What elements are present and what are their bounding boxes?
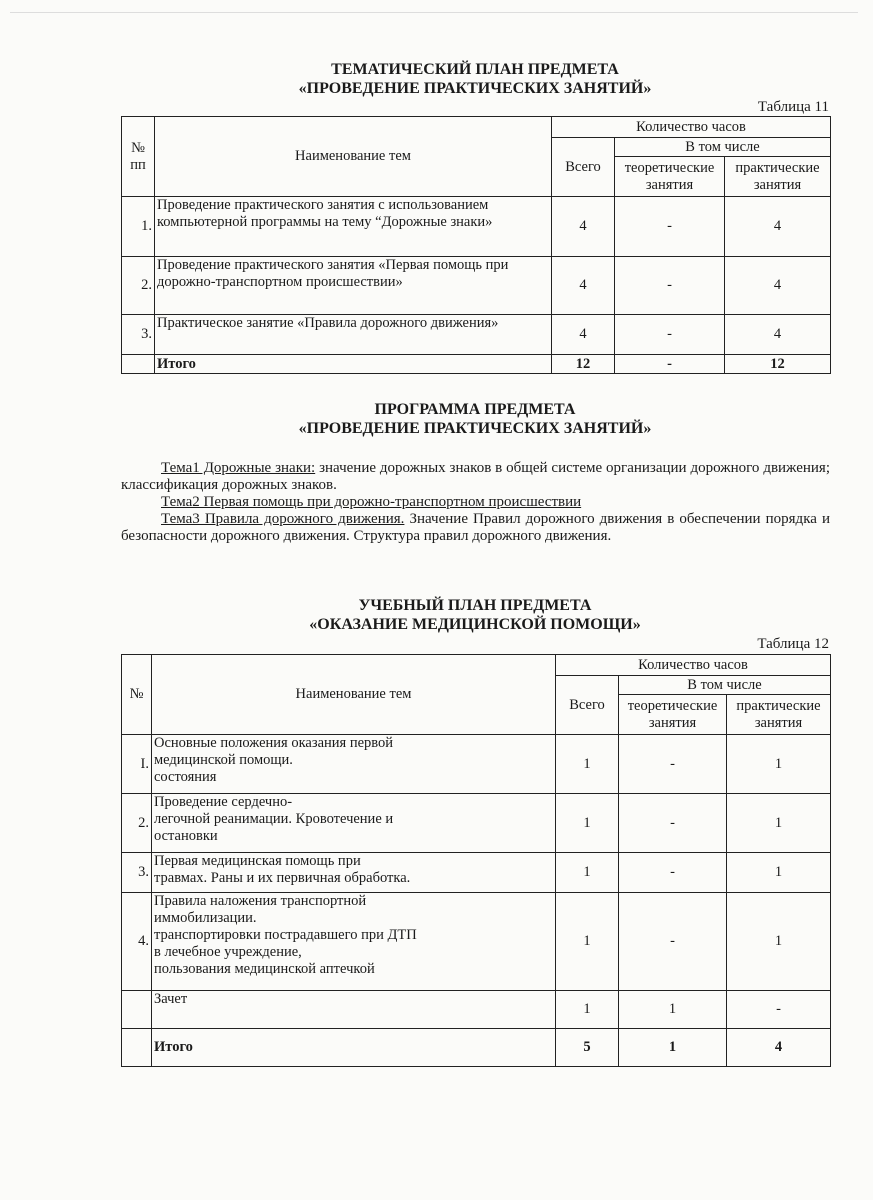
- header-total: Всего: [556, 676, 619, 735]
- header-theory: теоретические занятия: [619, 695, 727, 735]
- row-total: 4: [552, 257, 615, 315]
- row-theory: -: [615, 257, 725, 315]
- table-row: [122, 991, 831, 1029]
- row-name-line: Основные положения оказания первой: [154, 735, 394, 751]
- row-practice: 4: [725, 197, 831, 257]
- row-practice: 1: [727, 735, 831, 794]
- header-name: Наименование тем: [152, 655, 556, 735]
- row-theory: -: [619, 735, 727, 794]
- program-text: [121, 460, 830, 545]
- row-num: 4.: [122, 893, 152, 991]
- row-name-line: состояния: [154, 769, 217, 785]
- row-name-line: пользования медицинской аптечкой: [154, 961, 375, 977]
- row-total: 1: [556, 991, 619, 1029]
- table-row: [122, 315, 831, 355]
- row-num: 2.: [122, 257, 155, 315]
- header-hours: Количество часов: [552, 117, 831, 138]
- row-practice: 1: [727, 853, 831, 893]
- row-total: 1: [556, 794, 619, 853]
- row-name-line: остановки: [154, 828, 218, 844]
- topic3-title: Тема3 Правила дорожного движения.: [161, 511, 405, 527]
- table11-caption: Таблица 11: [757, 99, 829, 115]
- row-theory: 1: [619, 991, 727, 1029]
- row-theory: -: [615, 315, 725, 355]
- topic1-paragraph: [121, 460, 830, 494]
- section3-title: [120, 596, 830, 634]
- header-practice: практические занятия: [725, 157, 831, 197]
- row-num: 3.: [122, 315, 155, 355]
- section2-title-line1: ПРОГРАММА ПРЕДМЕТА: [374, 401, 576, 418]
- header-including: В том числе: [615, 138, 831, 157]
- row-total: 4: [552, 315, 615, 355]
- row-name-line: Проведение сердечно-: [154, 794, 293, 810]
- header-including: В том числе: [619, 676, 831, 695]
- row-num: I.: [122, 735, 152, 794]
- totals-total: 12: [552, 355, 615, 374]
- row-theory: -: [619, 853, 727, 893]
- table-row: [122, 794, 831, 853]
- row-total: 4: [552, 197, 615, 257]
- row-theory: -: [619, 794, 727, 853]
- row-name: [152, 735, 556, 794]
- row-num: 1.: [122, 197, 155, 257]
- row-practice: 1: [727, 893, 831, 991]
- header-num: №: [122, 655, 152, 735]
- row-practice: 1: [727, 794, 831, 853]
- row-theory: -: [615, 197, 725, 257]
- totals-theory: 1: [619, 1029, 727, 1067]
- row-name-line: Первая медицинская помощь при: [154, 853, 361, 869]
- section3-title-line2: «ОКАЗАНИЕ МЕДИЦИНСКОЙ ПОМОЩИ»: [309, 616, 641, 633]
- section2-title-line2: «ПРОВЕДЕНИЕ ПРАКТИЧЕСКИХ ЗАНЯТИЙ»: [298, 420, 652, 437]
- header-hours: Количество часов: [556, 655, 831, 676]
- row-name-line: медицинской помощи.: [154, 752, 293, 768]
- totals-practice: 4: [727, 1029, 831, 1067]
- totals-theory: -: [615, 355, 725, 374]
- row-name-line: легочной реанимации. Кровотечение и: [154, 811, 394, 827]
- totals-row: [122, 1029, 831, 1067]
- row-name: Практическое занятие «Правила дорожного движения»: [155, 315, 552, 355]
- row-theory: -: [619, 893, 727, 991]
- totals-row: [122, 355, 831, 374]
- table12-caption: Таблица 12: [757, 636, 829, 652]
- table-row: [122, 735, 831, 794]
- row-num: [122, 991, 152, 1029]
- scan-edge-line: [10, 12, 858, 13]
- totals-label: Итого: [152, 1029, 556, 1067]
- row-name-line: Зачет: [154, 991, 188, 1007]
- section1-title-line1: ТЕМАТИЧЕСКИЙ ПЛАН ПРЕДМЕТА: [331, 61, 619, 78]
- topic1-title: Тема1 Дорожные знаки:: [161, 460, 316, 476]
- totals-label: Итого: [155, 355, 552, 374]
- header-total: Всего: [552, 138, 615, 197]
- table12: [121, 654, 831, 1067]
- header-num: № пп: [122, 117, 155, 197]
- row-name-line: Правила наложения транспортной: [154, 893, 367, 909]
- topic3-paragraph: [121, 511, 830, 545]
- table-row: [122, 853, 831, 893]
- table11: [121, 116, 831, 374]
- row-total: 1: [556, 853, 619, 893]
- section1-title: [120, 60, 830, 98]
- topic2-title: Тема2 Первая помощь при дорожно-транспортном происшествии: [161, 494, 582, 510]
- header-practice: практические занятия: [727, 695, 831, 735]
- topic2-paragraph: [121, 494, 830, 511]
- row-name-line: иммобилизации.: [154, 910, 257, 926]
- row-num: 3.: [122, 853, 152, 893]
- topic1-text: значение дорожных знаков в общей системе организации дорожного движения; классификация дорожных знаков.: [121, 460, 831, 493]
- section1-title-line2: «ПРОВЕДЕНИЕ ПРАКТИЧЕСКИХ ЗАНЯТИЙ»: [298, 80, 652, 97]
- table-row: [122, 197, 831, 257]
- totals-practice: 12: [725, 355, 831, 374]
- row-practice: -: [727, 991, 831, 1029]
- row-name-line: травмах. Раны и их первичная обработка.: [154, 870, 411, 886]
- table-row: [122, 257, 831, 315]
- header-theory: теоретические занятия: [615, 157, 725, 197]
- row-name-line: в лечебное учреждение,: [154, 944, 302, 960]
- totals-total: 5: [556, 1029, 619, 1067]
- row-total: 1: [556, 893, 619, 991]
- row-name: Проведение практического занятия с использованием компьютерной программы на тему “Дорожные знаки»: [155, 197, 552, 257]
- row-practice: 4: [725, 257, 831, 315]
- row-total: 1: [556, 735, 619, 794]
- topic3-text: Значение Правил дорожного движения в обеспечении порядка и безопасности дорожного движения. Структура правил дорожного движения.: [121, 511, 830, 544]
- row-practice: 4: [725, 315, 831, 355]
- table-row: [122, 893, 831, 991]
- row-name: [152, 893, 556, 991]
- section2-title: [120, 400, 830, 438]
- header-name: Наименование тем: [155, 117, 552, 197]
- row-num: 2.: [122, 794, 152, 853]
- row-name: Проведение практического занятия «Первая помощь при дорожно-транспортном происшествии»: [155, 257, 552, 315]
- row-name: [152, 794, 556, 853]
- section3-title-line1: УЧЕБНЫЙ ПЛАН ПРЕДМЕТА: [358, 597, 592, 614]
- row-name: [152, 853, 556, 893]
- row-name-line: транспортировки пострадавшего при ДТП: [154, 927, 417, 943]
- row-name: [152, 991, 556, 1029]
